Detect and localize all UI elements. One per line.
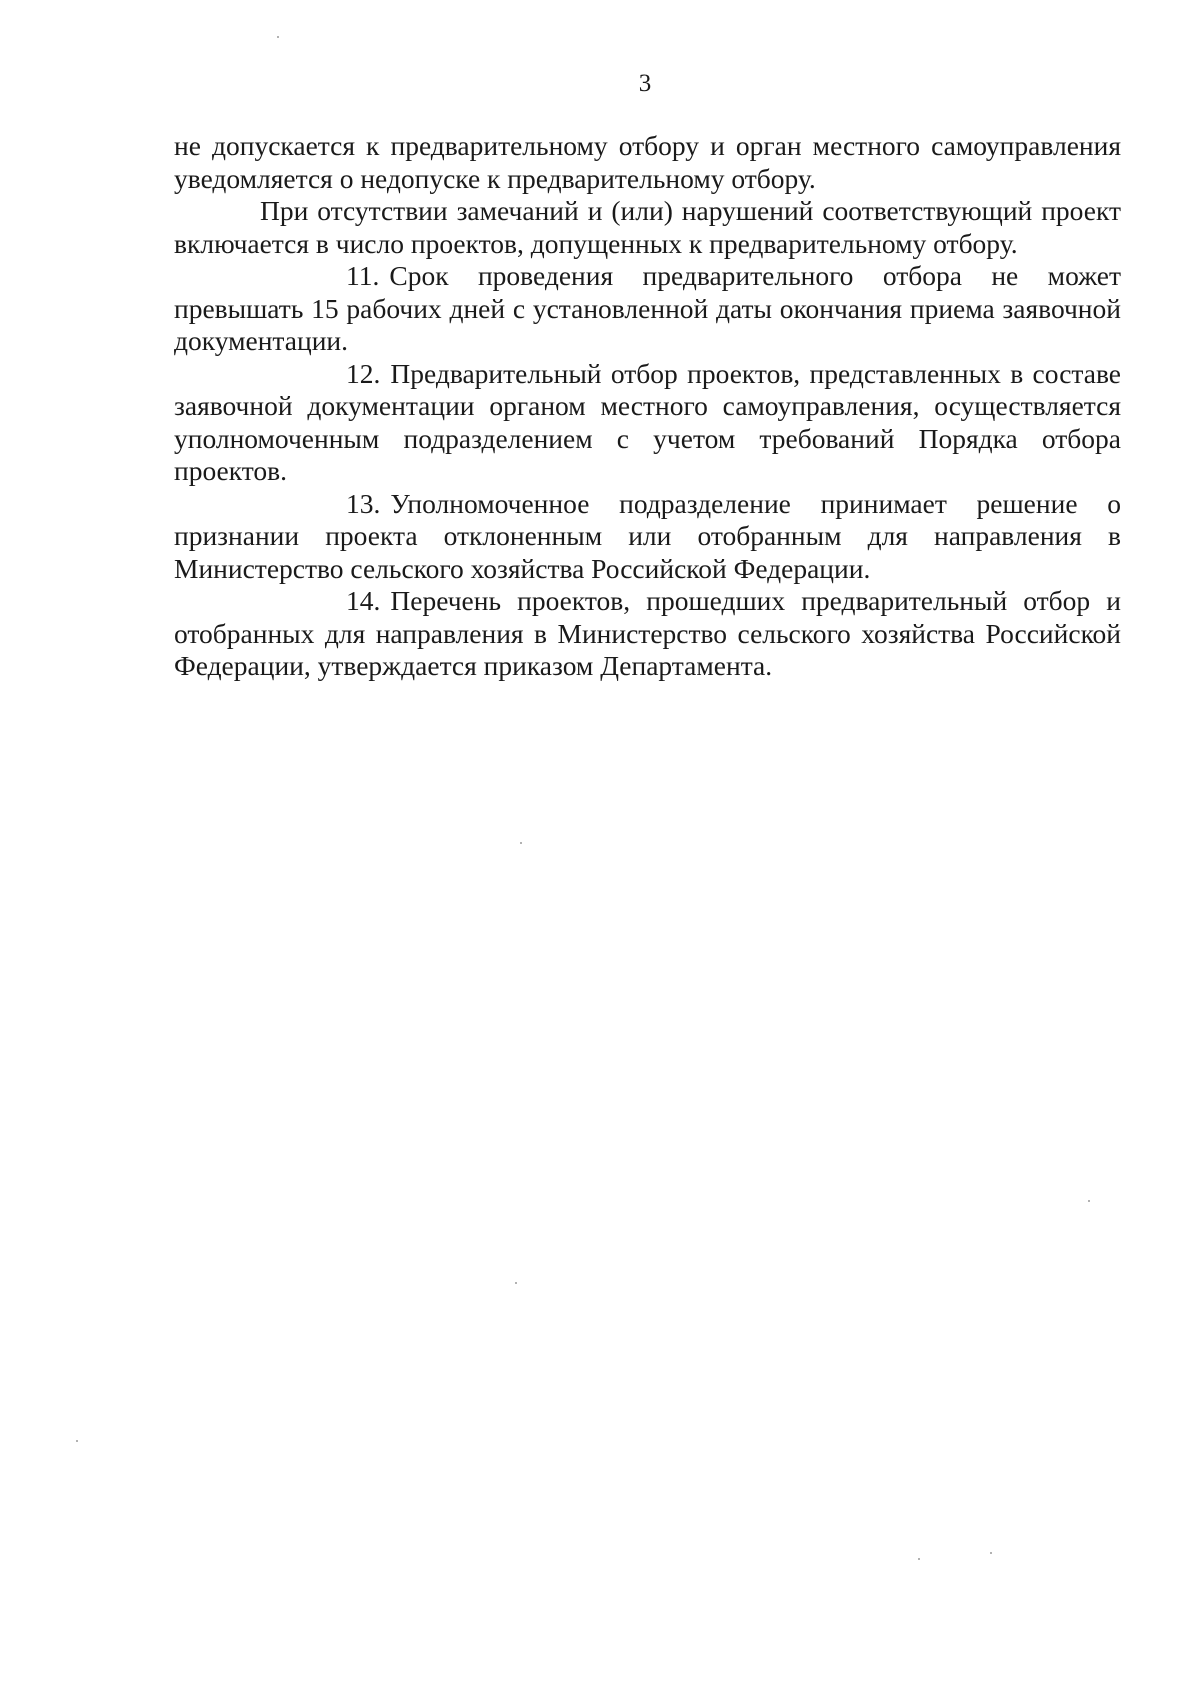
- paragraph-item-13: [174, 488, 1121, 586]
- paragraph-item-12: [174, 358, 1121, 488]
- paragraph-item-11: [174, 260, 1121, 358]
- scan-speck: [277, 36, 279, 38]
- paragraph-number: 13.: [346, 487, 381, 519]
- paragraph-text: Уполномоченное подразделение принимает решение о признании проекта отклоненным или отобранным для направления в Министерство сельского хозяйства Российской Федерации.: [174, 487, 1121, 584]
- paragraph-text: не допускается к предварительному отбору и орган местного самоуправления уведомляется о недопуске к предварительному отбору.: [174, 130, 1121, 194]
- scan-speck: [76, 1440, 78, 1442]
- paragraph-item-14: [174, 585, 1121, 683]
- paragraph-text: Предварительный отбор проектов, представленных в составе заявочной документации органом местного самоуправления, осуществляется уполномоченным подразделением с учетом требований Порядка отбора проектов.: [174, 357, 1121, 486]
- paragraph-number: 12.: [346, 357, 381, 389]
- paragraph-number: 11.: [346, 260, 380, 291]
- paragraph-text: Срок проведения предварительного отбора не может превышать 15 рабочих дней с установленной даты окончания приема заявочной документации.: [174, 260, 1121, 356]
- page-number: 3: [638, 70, 652, 97]
- paragraph-text: Перечень проектов, прошедших предварительный отбор и отобранных для направления в Министерство сельского хозяйства Российской Федерации, утверждается приказом Департамента.: [174, 585, 1121, 681]
- paragraph-continuation: [174, 130, 1121, 195]
- scan-speck: [515, 1282, 517, 1284]
- paragraph-no-remarks: [174, 195, 1121, 260]
- scan-speck: [918, 1558, 920, 1560]
- document-body: [174, 130, 1121, 683]
- scan-speck: [990, 1552, 992, 1554]
- paragraph-text: При отсутствии замечаний и (или) нарушений соответствующий проект включается в число проектов, допущенных к предварительному отбору.: [174, 195, 1121, 259]
- scan-speck: [520, 842, 522, 844]
- scan-speck: [1088, 1200, 1090, 1202]
- paragraph-number: 14.: [346, 585, 381, 616]
